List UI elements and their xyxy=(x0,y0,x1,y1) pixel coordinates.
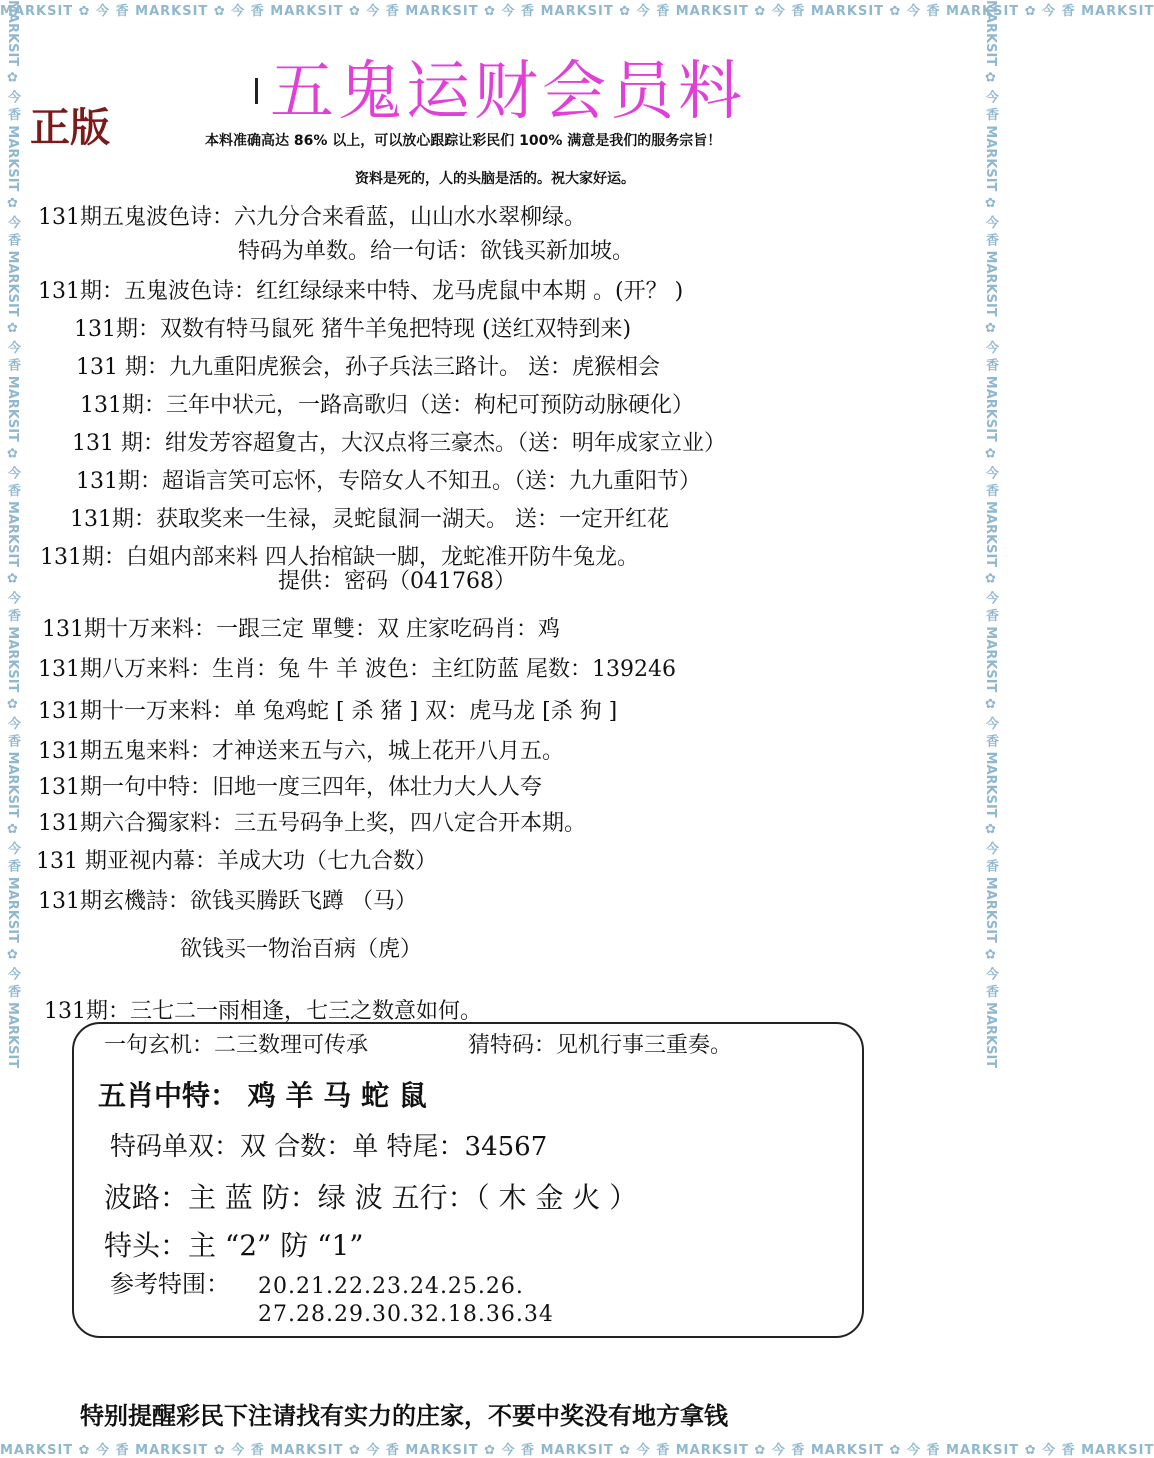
text-line: 特码为单数。给一句话：欲钱买新加坡。 xyxy=(238,239,635,264)
box-wave-elements: 波路：主 蓝 防：绿 波 五行：（ 木 金 火 ） xyxy=(104,1181,638,1214)
left-border-watermark: MARKSIT ✿ 今 香 MARKSIT ✿ 今 香 MARKSIT ✿ 今 香 MARKSIT ✿ 今 香 MARKSIT ✿ 今 香 MARKSIT ✿ 今 香 MARKSIT ✿ 今 香 MARKSIT ✿ 今 香 MARKSIT xyxy=(5,0,20,1069)
box-odd-even: 特码单双：双 合数：单 特尾：34567 xyxy=(110,1132,548,1162)
right-border-watermark: MARKSIT ✿ 今 香 MARKSIT ✿ 今 香 MARKSIT ✿ 今 香 MARKSIT ✿ 今 香 MARKSIT ✿ 今 香 MARKSIT ✿ 今 香 MARKSIT ✿ 今 香 MARKSIT ✿ 今 香 MARKSIT xyxy=(983,0,998,1069)
text-line: 131期：白姐内部来料 四人抬棺缺一脚，龙蛇准开防牛兔龙。 xyxy=(40,545,639,570)
text-line: 131期六合獨家料：三五号码争上奖，四八定合开本期。 xyxy=(38,811,586,836)
text-line: 131期十万来料：一跟三定 單雙：双 庄家吃码肖：鸡 xyxy=(42,617,560,642)
box-guess: 猜特码：见机行事三重奏。 xyxy=(468,1033,733,1058)
text-line: 131期：三七二一雨相逢，七三之数意如何。 xyxy=(44,999,482,1024)
box-head: 特头：主 “2” 防 “1” xyxy=(104,1229,364,1262)
title-bar-decoration xyxy=(255,78,258,104)
text-line: 131期：超诣言笑可忘怀，专陪女人不知丑。（送：九九重阳节） xyxy=(76,469,701,494)
text-line: 131期五鬼波色诗：六九分合来看蓝，山山水水翠柳绿。 xyxy=(38,205,586,230)
text-line: 131期：三年中状元，一路高歌归（送：枸杞可预防动脉硬化） xyxy=(80,393,694,418)
box-range-line2: 27.28.29.30.32.18.36.34 xyxy=(258,1302,554,1327)
box-riddle: 一句玄机：二三数理可传承 xyxy=(104,1033,369,1058)
text-line: 131期玄機詩：欲钱买腾跃飞蹲 （马） xyxy=(38,889,417,914)
box-five-zodiac: 五肖中特： 鸡 羊 马 蛇 鼠 xyxy=(98,1079,427,1112)
text-line: 131期：五鬼波色诗：红红绿绿来中特、龙马虎鼠中本期 。(开？ ) xyxy=(38,279,684,304)
genuine-badge: 正版 xyxy=(30,104,110,151)
text-line: 131 期：九九重阳虎猴会，孙子兵法三路计。 送：虎猴相会 xyxy=(76,355,660,380)
text-line: 131期十一万来料：单 兔鸡蛇 [ 杀 猪 ] 双：虎马龙 [杀 狗 ] xyxy=(38,699,618,724)
prediction-box xyxy=(72,1022,864,1338)
text-line: 131期：获取奖来一生禄，灵蛇鼠洞一湖天。 送：一定开红花 xyxy=(70,507,669,532)
text-line: 131期：双数有特马鼠死 猪牛羊兔把特现 (送红双特到来) xyxy=(74,317,632,342)
text-line: 131 期：绀发芳容超夐古，大汉点将三豪杰。（送：明年成家立业） xyxy=(72,431,726,456)
text-line: 131 期亚视内幕：羊成大功（七九合数） xyxy=(36,849,437,874)
subtitle-accuracy: 本料准确高达 86% 以上，可以放心跟踪让彩民们 100% 满意是我们的服务宗旨！ xyxy=(205,133,722,149)
top-border-watermark: MARKSIT ✿ 今 香 MARKSIT ✿ 今 香 MARKSIT ✿ 今 香 MARKSIT ✿ 今 香 MARKSIT ✿ 今 香 MARKSIT ✿ 今 香 MARKSIT ✿ 今 香 MARKSIT ✿ 今 香 MARKSIT xyxy=(0,4,1154,19)
text-line: 131期一句中特：旧地一度三四年，体壮力大人人夸 xyxy=(38,775,542,800)
text-line: 欲钱买一物治百病（虎） xyxy=(180,937,423,962)
subtitle-motto: 资料是死的，人的头脑是活的。祝大家好运。 xyxy=(355,171,635,187)
bottom-border-watermark: MARKSIT ✿ 今 香 MARKSIT ✿ 今 香 MARKSIT ✿ 今 香 MARKSIT ✿ 今 香 MARKSIT ✿ 今 香 MARKSIT ✿ 今 香 MARKSIT ✿ 今 香 MARKSIT ✿ 今 香 MARKSIT xyxy=(0,1443,1154,1458)
box-range-label: 参考特围： xyxy=(110,1270,230,1298)
text-line: 131期八万来料：生肖：兔 牛 羊 波色：主红防蓝 尾数：139246 xyxy=(38,657,676,682)
box-range-line1: 20.21.22.23.24.25.26. xyxy=(258,1274,524,1299)
reminder-note: 特别提醒彩民下注请找有实力的庄家，不要中奖没有地方拿钱 xyxy=(80,1401,728,1430)
page-title: 五鬼运财会员料 xyxy=(270,55,746,129)
text-line: 提供：密码（041768） xyxy=(278,569,516,594)
text-line: 131期五鬼来料：才神送来五与六，城上花开八月五。 xyxy=(38,739,564,764)
